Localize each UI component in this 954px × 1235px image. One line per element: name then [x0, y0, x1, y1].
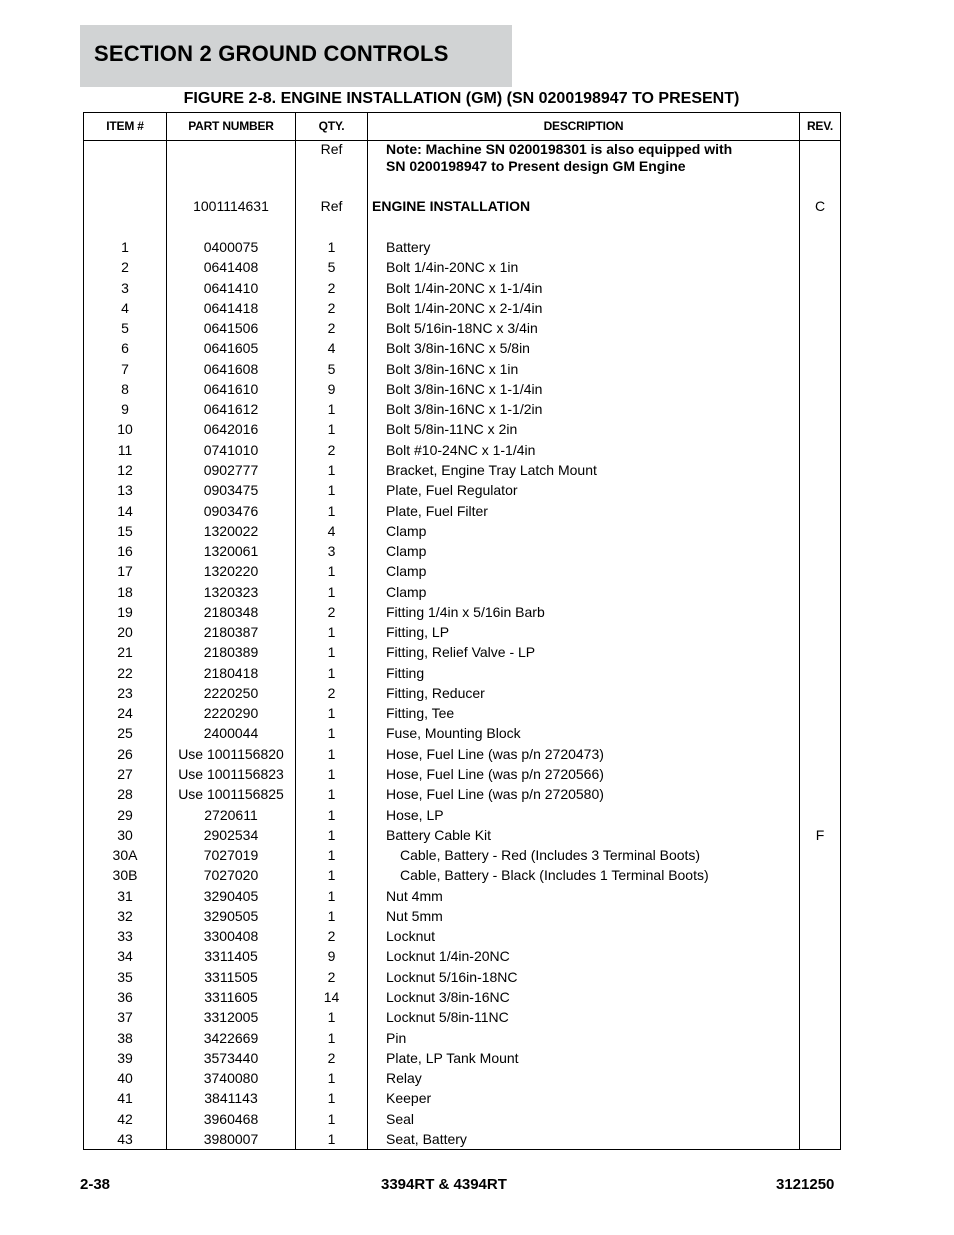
cell-rev [800, 521, 840, 541]
cell-item: 12 [117, 462, 133, 478]
cell-rev [800, 865, 840, 885]
cell-desc: Bolt 5/8in-11NC x 2in [386, 421, 518, 437]
cell-qty: 2 [327, 969, 336, 985]
cell-rev [800, 440, 840, 460]
cell-item: 32 [117, 908, 133, 924]
cell-desc: Plate, Fuel Filter [386, 503, 488, 519]
cell-desc: Locknut 3/8in-16NC [386, 989, 510, 1005]
cell-item: 40 [117, 1070, 133, 1086]
cell-rev [800, 338, 840, 358]
header-qty: QTY. [318, 119, 345, 133]
cell-item: 8 [121, 381, 129, 397]
cell-part: 3311505 [204, 969, 258, 985]
cell-desc: Clamp [386, 563, 427, 579]
cell-part: 1320220 [203, 563, 259, 579]
cell-qty: 1 [327, 807, 336, 823]
header-item: ITEM # [106, 119, 144, 133]
cell-qty: 4 [327, 340, 336, 356]
cell-qty: 1 [327, 563, 336, 579]
cell-part: 3311405 [204, 948, 258, 964]
cell-rev [800, 257, 840, 277]
cell-desc: Fitting 1/4in x 5/16in Barb [386, 604, 545, 620]
cell-rev [800, 237, 840, 257]
cell-qty: 1 [327, 847, 336, 863]
cell-qty: 1 [327, 584, 336, 600]
cell-rev [800, 318, 840, 338]
cell-rev [800, 946, 840, 966]
cell-item: 27 [117, 766, 133, 782]
cell-item: 18 [117, 584, 133, 600]
cell-item: 2 [121, 259, 129, 275]
footer-model: 3394RT & 4394RT [381, 1176, 507, 1193]
cell-part: 3573440 [203, 1050, 259, 1066]
cell-desc: Relay [386, 1070, 422, 1086]
cell-part: 7027019 [203, 847, 259, 863]
cell-item: 11 [117, 442, 133, 458]
cell-rev [800, 1048, 840, 1068]
cell-desc: Battery [386, 239, 431, 255]
cell-part: 2720611 [204, 807, 258, 823]
cell-item: 36 [117, 989, 133, 1005]
cell-desc: Bolt #10-24NC x 1-1/4in [386, 442, 536, 458]
cell-desc: Hose, Fuel Line (was p/n 2720566) [386, 766, 604, 782]
cell-rev [800, 1007, 840, 1027]
cell-item: 26 [117, 746, 133, 762]
cell-rev [800, 298, 840, 318]
cell-qty: 2 [327, 928, 336, 944]
cell-rev [800, 1129, 840, 1149]
cell-item: 30B [112, 867, 138, 883]
section-title: SECTION 2 GROUND CONTROLS [94, 41, 449, 66]
cell-rev [800, 683, 840, 703]
cell-rev [800, 1028, 840, 1048]
cell-rev [800, 460, 840, 480]
cell-part: Use 1001156825 [178, 786, 284, 802]
cell-item: 25 [117, 725, 133, 741]
cell-qty: 1 [327, 503, 336, 519]
cell-part: 2180348 [203, 604, 259, 620]
cell-item: 13 [117, 482, 133, 498]
cell-part: Use 1001156823 [178, 766, 284, 782]
cell-desc: Locknut [386, 928, 436, 944]
cell-part: 0642016 [203, 421, 259, 437]
cell-qty: 5 [327, 361, 336, 377]
cell-desc: Seat, Battery [386, 1131, 467, 1147]
note-line: SN 0200198947 to Present design GM Engine [386, 158, 686, 174]
cell-part: 2220250 [203, 685, 259, 701]
cell-part: 3960468 [203, 1111, 259, 1127]
cell-qty: 1 [327, 705, 336, 721]
cell-item: 30A [112, 847, 138, 863]
cell-desc: Locknut 5/16in-18NC [386, 969, 518, 985]
cell-part: 7027020 [203, 867, 259, 883]
cell-qty: 1 [327, 401, 336, 417]
cell-item: 17 [117, 563, 133, 579]
cell-rev [800, 419, 840, 439]
cell-rev [800, 663, 840, 683]
cell-rev [800, 501, 840, 521]
cell-item: 5 [121, 320, 129, 336]
cell-rev [800, 744, 840, 764]
cell-qty: 1 [327, 1090, 336, 1106]
cell-rev [800, 399, 840, 419]
cell-rev [800, 723, 840, 743]
cell-qty: 1 [327, 867, 336, 883]
cell-desc: Bolt 1/4in-20NC x 1in [386, 259, 519, 275]
footer-page-number: 2-38 [80, 1176, 111, 1193]
cell-part: 0903475 [203, 482, 259, 498]
cell-desc: Clamp [386, 584, 427, 600]
cell-rev [800, 703, 840, 723]
cell-item: 9 [121, 401, 129, 417]
note-qty: Ref [320, 141, 343, 157]
cell-part: 2180389 [203, 644, 259, 660]
cell-part: 3300408 [203, 928, 259, 944]
cell-part: 3422669 [203, 1030, 259, 1046]
cell-desc: Cable, Battery - Black (Includes 1 Terminal Boots) [400, 867, 709, 883]
cell-rev [800, 926, 840, 946]
cell-desc: Bolt 1/4in-20NC x 1-1/4in [386, 280, 543, 296]
cell-part: 0741010 [203, 442, 259, 458]
cell-qty: 1 [327, 1030, 336, 1046]
cell-part: 2220290 [203, 705, 259, 721]
cell-desc: Bolt 1/4in-20NC x 2-1/4in [386, 300, 543, 316]
cell-part: 0641418 [203, 300, 259, 316]
cell-rev: F [815, 827, 825, 843]
cell-desc: Bolt 3/8in-16NC x 1in [386, 361, 519, 377]
cell-part: 3841143 [204, 1090, 258, 1106]
cell-desc: Bolt 3/8in-16NC x 1-1/2in [386, 401, 543, 417]
assembly-description: ENGINE INSTALLATION [372, 198, 531, 214]
cell-rev [800, 379, 840, 399]
figure-title: FIGURE 2-8. ENGINE INSTALLATION (GM) (SN 0200198947 TO PRESENT) [183, 90, 740, 107]
cell-desc: Battery Cable Kit [386, 827, 492, 843]
cell-part: 3980007 [203, 1131, 259, 1147]
cell-item: 3 [121, 280, 129, 296]
cell-item: 33 [117, 928, 133, 944]
cell-qty: 2 [327, 442, 336, 458]
cell-part: 3290405 [203, 888, 259, 904]
cell-qty: 5 [327, 259, 336, 275]
cell-item: 29 [117, 807, 133, 823]
cell-desc: Seal [386, 1111, 415, 1127]
cell-item: 6 [121, 340, 129, 356]
cell-item: 37 [117, 1009, 133, 1025]
cell-qty: 1 [327, 746, 336, 762]
cell-desc: Keeper [386, 1090, 432, 1106]
cell-desc: Fitting [386, 665, 425, 681]
cell-item: 42 [117, 1111, 133, 1127]
cell-desc: Bolt 3/8in-16NC x 1-1/4in [386, 381, 543, 397]
cell-desc: Pin [386, 1030, 407, 1046]
cell-rev [800, 622, 840, 642]
cell-part: 0641608 [203, 361, 259, 377]
cell-qty: 1 [327, 462, 336, 478]
header-part-number: PART NUMBER [188, 119, 274, 133]
cell-rev [800, 906, 840, 926]
cell-desc: Nut 5mm [386, 908, 443, 924]
cell-rev [800, 1088, 840, 1108]
cell-item: 35 [117, 969, 133, 985]
cell-rev [800, 642, 840, 662]
cell-part: 2180387 [203, 624, 259, 640]
cell-desc: Fitting, Tee [386, 705, 455, 721]
cell-part: 0641408 [203, 259, 259, 275]
cell-item: 10 [117, 421, 133, 437]
cell-item: 39 [117, 1050, 133, 1066]
cell-desc: Bolt 5/16in-18NC x 3/4in [386, 320, 538, 336]
cell-rev [800, 1068, 840, 1088]
cell-desc: Hose, LP [386, 807, 444, 823]
cell-qty: 2 [327, 320, 336, 336]
cell-rev [800, 845, 840, 865]
cell-part: 0641612 [203, 401, 259, 417]
cell-item: 34 [117, 948, 133, 964]
cell-qty: 1 [327, 725, 336, 741]
cell-rev [800, 764, 840, 784]
cell-qty: 1 [327, 1111, 336, 1127]
cell-part: 1320323 [203, 584, 259, 600]
cell-desc: Bolt 3/8in-16NC x 5/8in [386, 340, 530, 356]
cell-item: 41 [117, 1090, 133, 1106]
cell-rev [800, 602, 840, 622]
cell-qty: 1 [327, 644, 336, 660]
cell-item: 30 [117, 827, 133, 843]
cell-rev [800, 784, 840, 804]
cell-qty: 1 [327, 239, 336, 255]
cell-qty: 1 [327, 1070, 336, 1086]
cell-desc: Hose, Fuel Line (was p/n 2720473) [386, 746, 604, 762]
cell-qty: 14 [323, 989, 340, 1005]
cell-part: 0400075 [203, 239, 259, 255]
cell-part: 3311605 [204, 989, 258, 1005]
cell-part: 0902777 [203, 462, 259, 478]
cell-desc: Locknut 5/8in-11NC [386, 1009, 509, 1025]
cell-desc: Fitting, LP [386, 624, 450, 640]
cell-rev [800, 278, 840, 298]
cell-qty: 2 [327, 300, 336, 316]
cell-qty: 2 [327, 1050, 336, 1066]
cell-part: Use 1001156820 [178, 746, 284, 762]
cell-part: 2180418 [203, 665, 259, 681]
cell-part: 2400044 [203, 725, 259, 741]
cell-item: 31 [117, 888, 133, 904]
note-line: Note: Machine SN 0200198301 is also equipped with [386, 141, 733, 157]
header-description: DESCRIPTION [543, 119, 624, 133]
cell-qty: 3 [327, 543, 336, 559]
cell-desc: Plate, Fuel Regulator [386, 482, 518, 498]
cell-part: 3290505 [203, 908, 259, 924]
cell-desc: Clamp [386, 543, 427, 559]
cell-item: 28 [117, 786, 133, 802]
cell-item: 43 [117, 1131, 133, 1147]
assembly-qty: Ref [320, 198, 343, 214]
cell-desc: Bracket, Engine Tray Latch Mount [386, 462, 597, 478]
cell-desc: Locknut 1/4in-20NC [386, 948, 510, 964]
cell-item: 7 [121, 361, 129, 377]
cell-item: 24 [117, 705, 133, 721]
cell-item: 15 [117, 523, 133, 539]
cell-rev [800, 886, 840, 906]
cell-item: 21 [117, 644, 133, 660]
cell-qty: 1 [327, 421, 336, 437]
cell-desc: Cable, Battery - Red (Includes 3 Terminal Boots) [400, 847, 701, 863]
cell-part: 3740080 [203, 1070, 259, 1086]
cell-rev [800, 359, 840, 379]
cell-rev [800, 987, 840, 1007]
cell-qty: 1 [327, 1131, 336, 1147]
section-header [80, 25, 512, 87]
cell-qty: 4 [327, 523, 336, 539]
cell-part: 0641605 [203, 340, 259, 356]
cell-qty: 9 [327, 381, 336, 397]
cell-item: 20 [117, 624, 133, 640]
cell-qty: 2 [327, 280, 336, 296]
cell-qty: 2 [327, 685, 336, 701]
cell-qty: 1 [327, 827, 336, 843]
cell-desc: Clamp [386, 523, 427, 539]
cell-part: 0641506 [203, 320, 259, 336]
cell-part: 0641410 [203, 280, 259, 296]
cell-qty: 1 [327, 888, 336, 904]
column-divider [367, 113, 368, 1149]
cell-part: 0903476 [203, 503, 259, 519]
assembly-rev: C [814, 198, 826, 214]
cell-desc: Nut 4mm [386, 888, 443, 904]
cell-rev [800, 480, 840, 500]
cell-item: 38 [117, 1030, 133, 1046]
cell-item: 19 [117, 604, 133, 620]
cell-rev [800, 967, 840, 987]
cell-desc: Hose, Fuel Line (was p/n 2720580) [386, 786, 604, 802]
cell-desc: Fuse, Mounting Block [386, 725, 521, 741]
cell-qty: 1 [327, 786, 336, 802]
cell-qty: 2 [327, 604, 336, 620]
cell-item: 1 [121, 239, 129, 255]
cell-item: 16 [117, 543, 133, 559]
cell-desc: Fitting, Relief Valve - LP [386, 644, 536, 660]
cell-item: 22 [117, 665, 133, 681]
cell-part: 2902534 [203, 827, 259, 843]
cell-rev [800, 541, 840, 561]
cell-qty: 1 [327, 482, 336, 498]
cell-qty: 9 [327, 948, 336, 964]
cell-desc: Plate, LP Tank Mount [386, 1050, 519, 1066]
cell-qty: 1 [327, 766, 336, 782]
cell-part: 0641610 [203, 381, 259, 397]
cell-qty: 1 [327, 908, 336, 924]
cell-rev [800, 561, 840, 581]
cell-qty: 1 [327, 665, 336, 681]
cell-part: 3312005 [203, 1009, 259, 1025]
assembly-part-number: 1001114631 [193, 198, 269, 214]
cell-rev [800, 1109, 840, 1129]
cell-item: 23 [117, 685, 133, 701]
cell-rev [800, 805, 840, 825]
footer-doc-number: 3121250 [776, 1176, 835, 1193]
cell-item: 4 [121, 300, 129, 316]
cell-part: 1320061 [203, 543, 259, 559]
cell-rev [800, 582, 840, 602]
cell-qty: 1 [327, 624, 336, 640]
cell-part: 1320022 [203, 523, 259, 539]
cell-qty: 1 [327, 1009, 336, 1025]
cell-desc: Fitting, Reducer [386, 685, 485, 701]
cell-item: 14 [117, 503, 133, 519]
parts-table [83, 112, 841, 1150]
header-rev: REV. [806, 119, 834, 133]
